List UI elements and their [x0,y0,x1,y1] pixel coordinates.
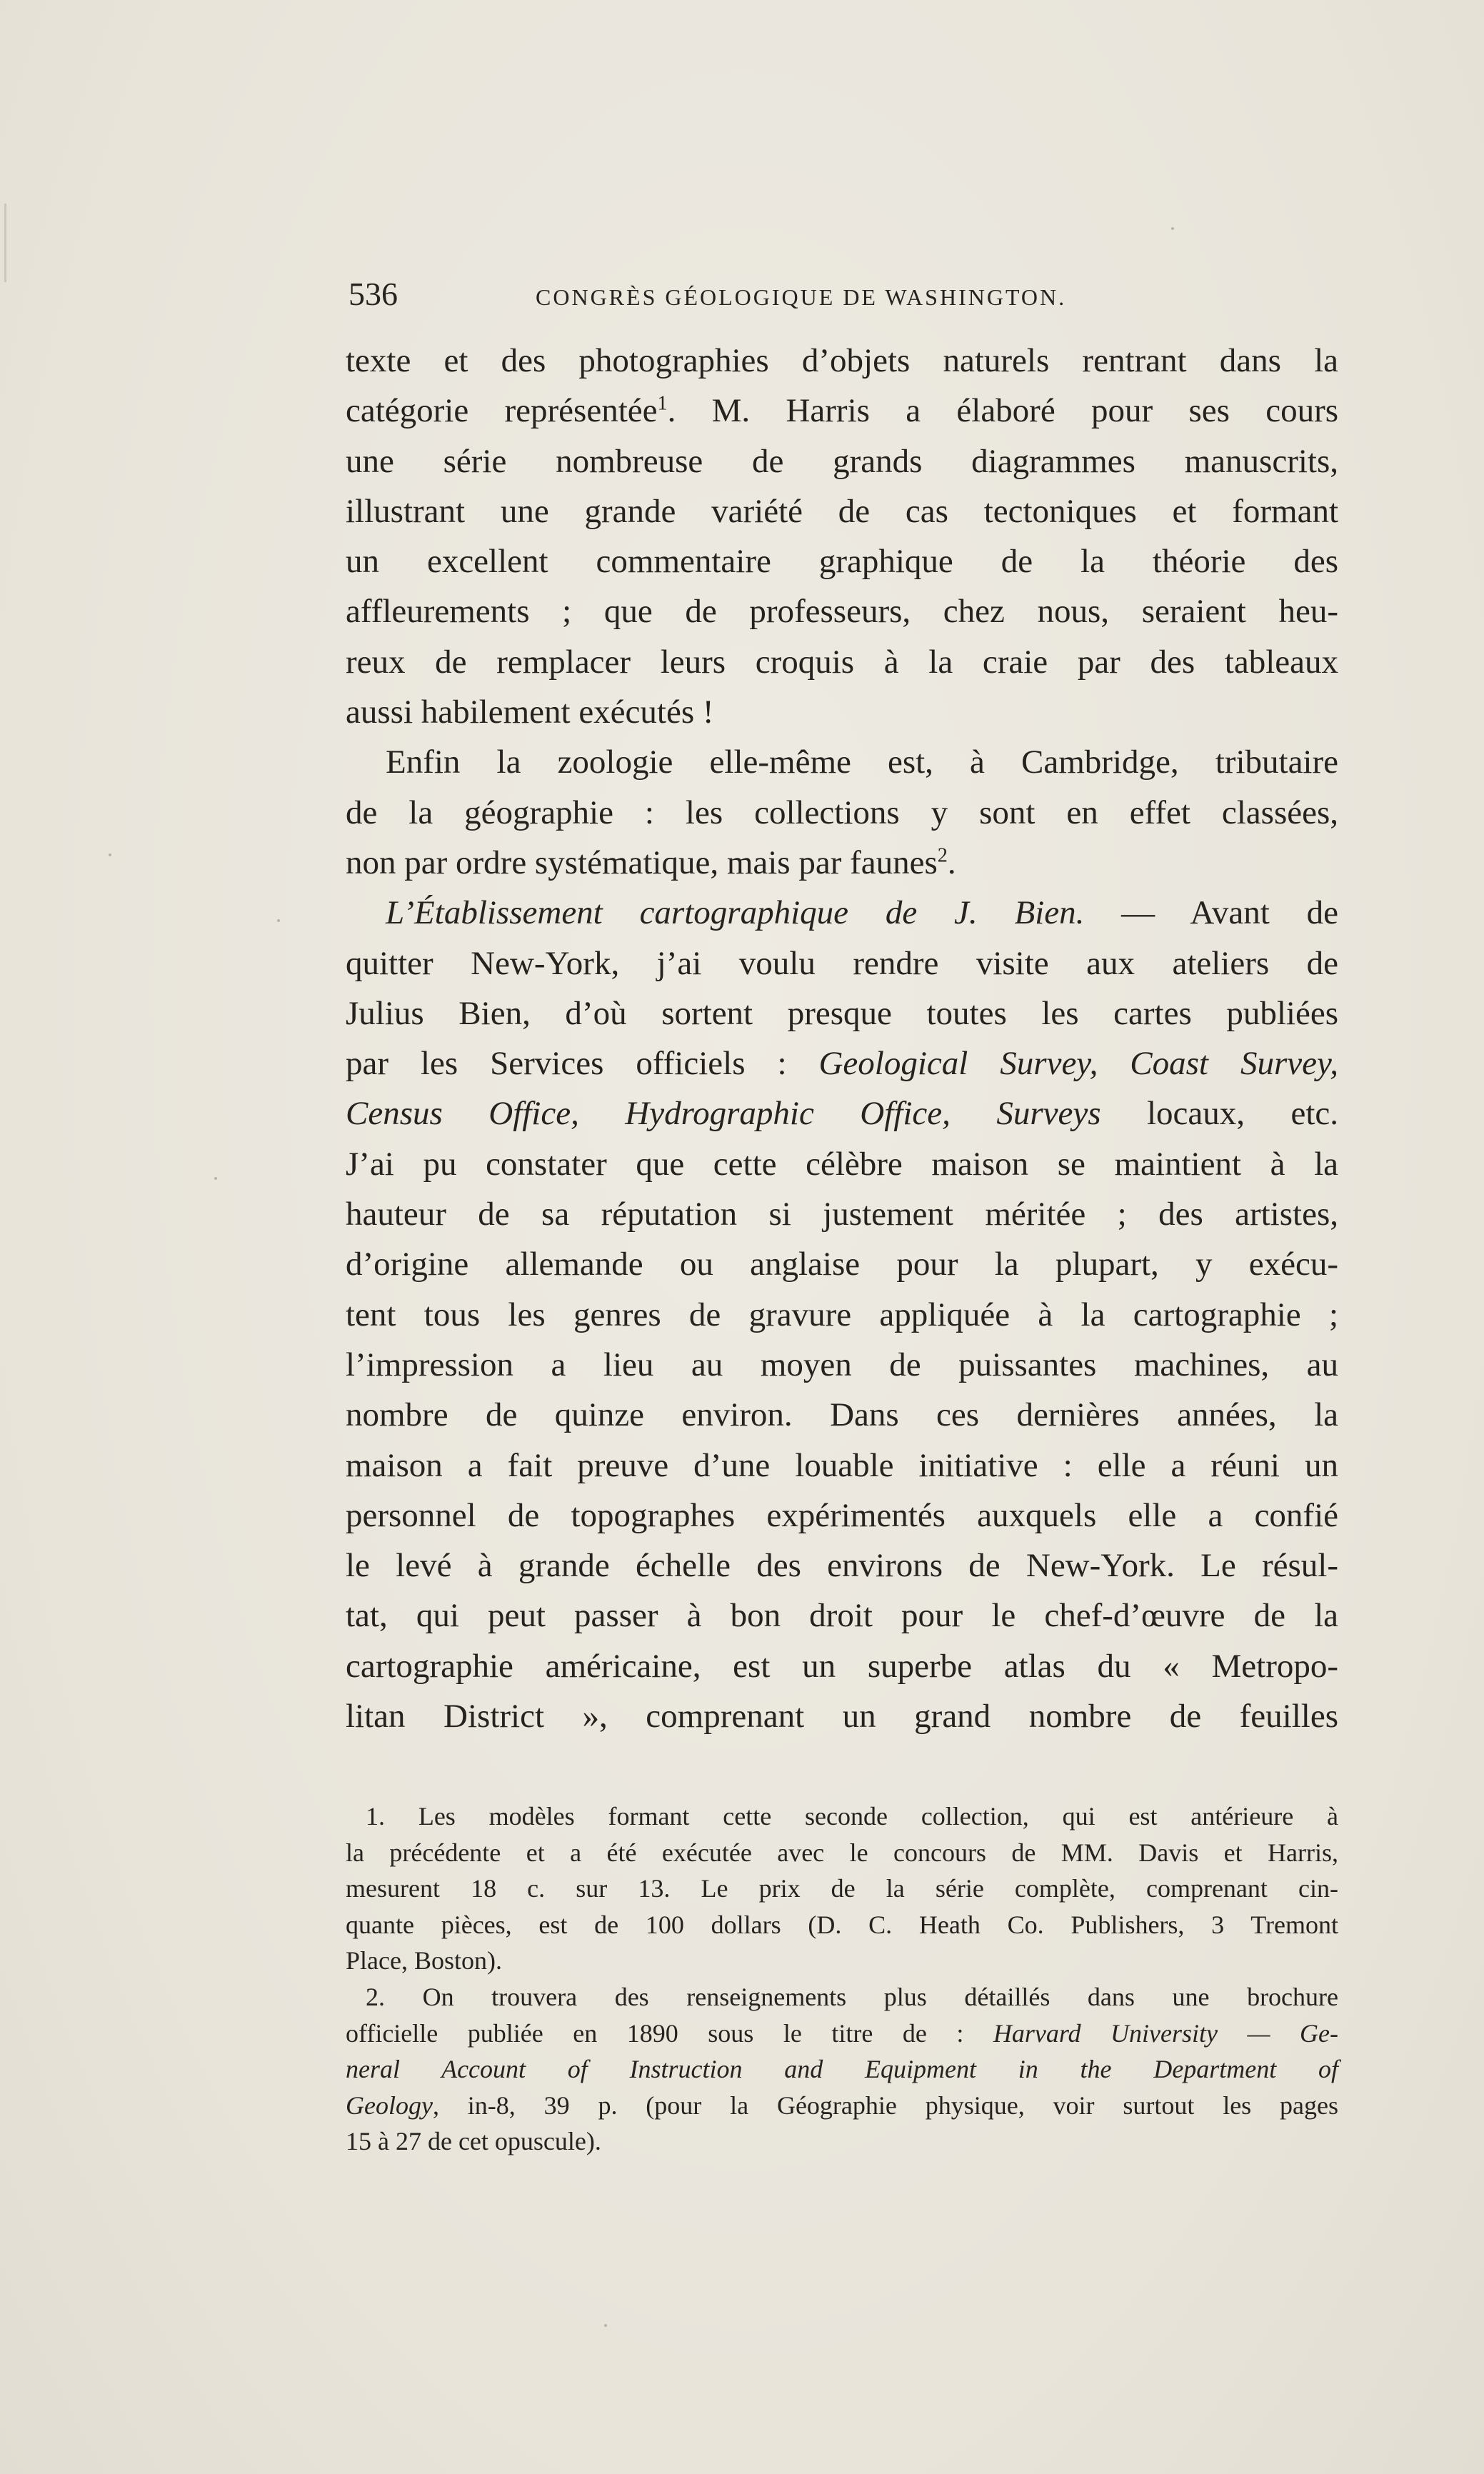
text-line: d’origine allemande ou anglaise pour la plupart, y exécu- [346,1246,1338,1283]
text-line: tent tous les genres de gravure appliquée à la cartographie ; [346,1296,1338,1333]
italic-span: neral Account of Instruction and Equipment in the Department of [346,2055,1338,2084]
text-line [346,1088,1338,1138]
text-line: cartographie américaine, est un superbe atlas du « Metropo- [346,1647,1338,1685]
text-line: texte et des photographies d’objets naturels rentrant dans la [346,342,1338,379]
text-span: . [947,843,956,881]
italic-span: Geological Survey, Coast Survey, [818,1045,1338,1083]
section-title: L’Établissement cartographique de J. Bien. [386,894,1085,932]
text-line: J’ai pu constater que cette célèbre maison se maintient à la [346,1145,1338,1183]
text-line [346,1038,1338,1088]
text-span: — Avant de [1084,894,1338,932]
footnote-line [346,2051,1338,2088]
footnote-ref: 2 [937,844,948,867]
text-line: aussi habilement exécutés ! [346,693,714,731]
paper-speck [109,853,111,856]
text-line: tat, qui peut passer à bon droit pour le chef-d’œuvre de la [346,1597,1338,1635]
footnote-line [346,2015,1338,2052]
text-line: le levé à grande échelle des environs de New-York. Le résul- [346,1547,1338,1585]
text-line: affleurements ; que de professeurs, chez nous, seraient heu- [346,593,1338,631]
footnotes [346,1798,1338,2160]
footnote-line [346,2088,1338,2124]
footnote-line: Place, Boston). [346,1946,502,1975]
text-line: un excellent commentaire graphique de la théorie des [346,543,1338,581]
running-head: CONGRÈS GÉOLOGIQUE DE WASHINGTON. [536,284,1067,310]
paper-speck [1171,227,1174,230]
text-span: par les Services officiels : [346,1045,819,1083]
paper-speck [604,2324,607,2327]
text-line: Julius Bien, d’où sortent presque toutes les cartes publiées [346,994,1338,1032]
text-line [346,888,1338,938]
text-line: de la géographie : les collections y sont en effet classées, [346,793,1338,831]
text-line: personnel de topographes expérimentés auxquels elle a confié [346,1496,1338,1534]
italic-span: Geology [346,2090,433,2120]
text-line [346,386,1338,436]
footnote-line: 1. Les modèles formant cette seconde collection, qui est antérieure à [366,1802,1338,1831]
text-line: litan District », comprenant un grand nombre de feuilles [346,1698,1338,1736]
text-line [346,838,1338,888]
text-span: . M. Harris a élaboré pour ses cours [667,392,1339,430]
page-edge-mark [4,204,6,282]
footnote-ref: 1 [657,392,668,415]
text-span: non par ordre systématique, mais par faunes [346,843,938,881]
paper-speck [214,1177,217,1180]
footnote-line: 2. On trouvera des renseignements plus détaillés dans une brochure [366,1982,1338,2011]
footnote-line: la précédente et a été exécutée avec le concours de MM. Davis et Harris, [346,1838,1338,1867]
page-number: 536 [349,276,398,312]
text-span: officielle publiée en 1890 sous le titre de : [346,2018,993,2048]
text-line: hauteur de sa réputation si justement méritée ; des artistes, [346,1196,1338,1233]
page-header [349,273,1341,316]
paper-speck [277,919,280,922]
footnote-line: 15 à 27 de cet opuscule). [346,2127,601,2156]
text-line: illustrant une grande variété de cas tectoniques et formant [346,492,1338,530]
italic-span: Harvard University — Ge- [993,2018,1338,2048]
text-span: catégorie représentée [346,392,658,430]
text-line: une série nombreuse de grands diagrammes manuscrits, [346,442,1338,480]
main-text [346,336,1338,1741]
text-line: Enfin la zoologie elle-même est, à Cambridge, tributaire [386,743,1338,781]
text-line: nombre de quinze environ. Dans ces dernières années, la [346,1396,1338,1434]
footnote-line: mesurent 18 c. sur 13. Le prix de la série complète, comprenant cin- [346,1874,1338,1903]
text-line: quitter New-York, j’ai voulu rendre visite aux ateliers de [346,944,1338,982]
text-line: maison a fait preuve d’une louable initiative : elle a réuni un [346,1446,1338,1484]
text-span: , in-8, 39 p. (pour la Géographie physique, voir surtout les pages [432,2090,1338,2120]
footnote-line: quante pièces, est de 100 dollars (D. C. Heath Co. Publishers, 3 Tremont [346,1910,1338,1939]
text-line: l’impression a lieu au moyen de puissantes machines, au [346,1346,1338,1383]
text-line: reux de remplacer leurs croquis à la craie par des tableaux [346,643,1338,681]
text-span: locaux, etc. [1101,1095,1338,1133]
italic-span: Census Office, Hydrographic Office, Surveys [346,1095,1101,1133]
